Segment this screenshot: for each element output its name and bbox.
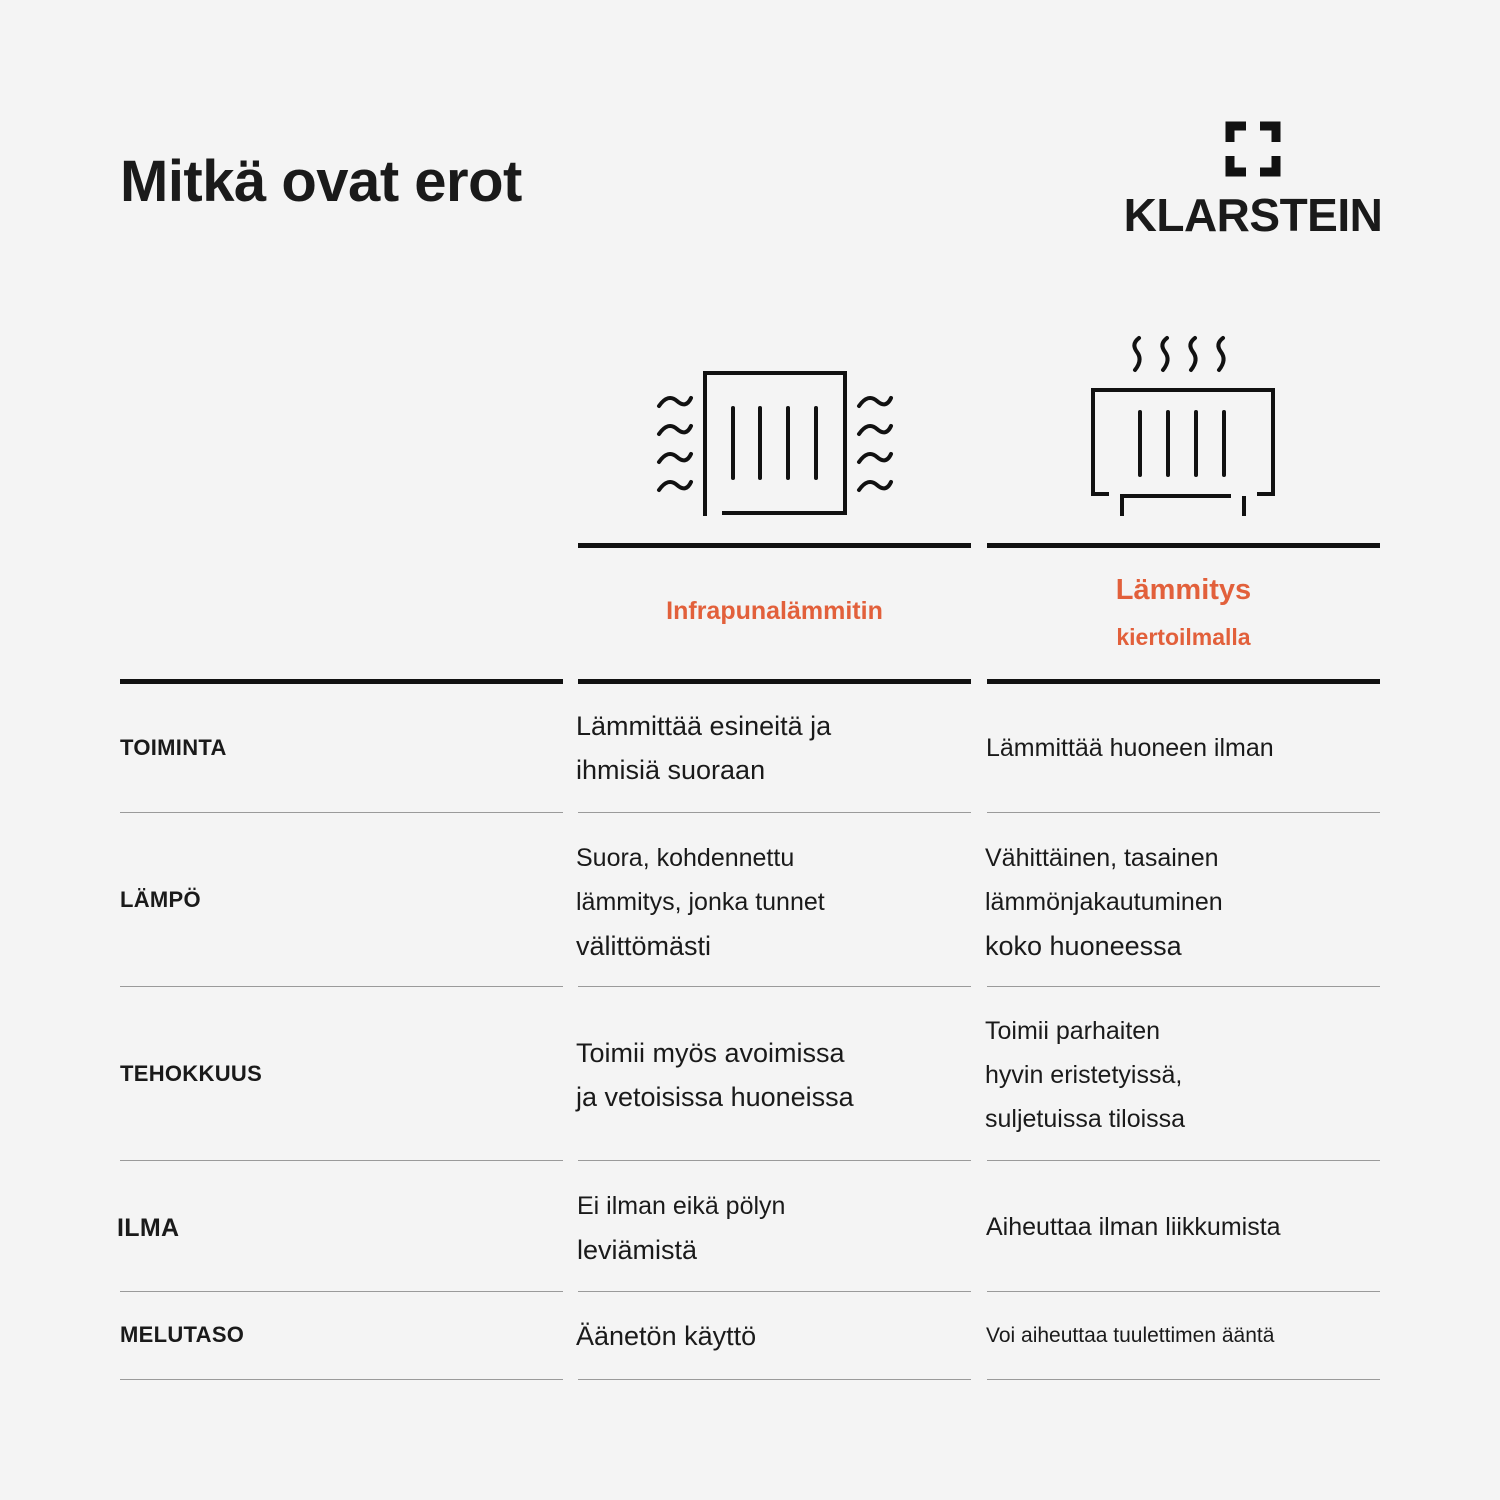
cell-line: välittömästi (576, 931, 712, 961)
cell-line: lämmitys, jonka tunnet (576, 888, 825, 916)
cell-infrared (576, 836, 825, 968)
column-header-infrared: Infrapunalämmitin (666, 597, 883, 625)
column-top-rule (987, 543, 1380, 548)
cell-line: Toimii parhaiten (985, 1017, 1161, 1045)
cell-line: Suora, kohdennettu (576, 844, 795, 872)
row-divider (578, 1291, 971, 1292)
cell-convection (985, 836, 1223, 968)
convection-radiator-heat-icon (1085, 330, 1285, 520)
table-header-rule (987, 679, 1380, 684)
row-divider (578, 986, 971, 987)
row-divider (578, 812, 971, 813)
cell-convection (985, 1009, 1185, 1141)
row-divider (987, 1160, 1380, 1161)
cell-line: lämmönjakautuminen (985, 888, 1223, 916)
table-header-rule (120, 679, 563, 684)
cell-line: Lämmittää esineitä ja (576, 711, 832, 741)
page-title: Mitkä ovat erot (120, 149, 522, 214)
row-divider (120, 986, 563, 987)
cell-line: Ei ilman eikä pölyn (577, 1192, 786, 1220)
cell-infrared (576, 1031, 854, 1119)
row-label: TOIMINTA (120, 735, 227, 760)
cell-line: ihmisiä suoraan (576, 755, 766, 785)
row-divider (987, 812, 1380, 813)
cell-line: koko huoneessa (985, 931, 1182, 961)
column-top-rule (578, 543, 971, 548)
cell-line: suljetuissa tiloissa (985, 1105, 1186, 1133)
infrared-panel-heater-icon (650, 366, 900, 521)
cell-convection (986, 1314, 1274, 1358)
row-divider (987, 1291, 1380, 1292)
brand-logo (1122, 118, 1384, 243)
cell-line: Vähittäinen, tasainen (985, 844, 1219, 872)
row-label: ILMA (117, 1214, 180, 1242)
cell-convection (986, 726, 1274, 770)
row-divider (578, 1160, 971, 1161)
row-label: MELUTASO (120, 1322, 245, 1347)
row-label: LÄMPÖ (120, 887, 201, 912)
cell-line: Äänetön käyttö (576, 1321, 757, 1351)
klarstein-diamond-logo-icon (1222, 118, 1284, 180)
column-header-line: kiertoilmalla (1116, 624, 1251, 650)
cell-infrared (577, 1184, 785, 1272)
cell-line: Toimii myös avoimissa (576, 1038, 845, 1068)
row-divider (120, 1160, 563, 1161)
row-divider (578, 1379, 971, 1380)
cell-line: hyvin eristetyissä, (985, 1061, 1183, 1089)
row-divider (987, 1379, 1380, 1380)
row-label: TEHOKKUUS (120, 1061, 263, 1086)
row-divider (120, 1291, 563, 1292)
table-header-rule (578, 679, 971, 684)
cell-line: leviämistä (577, 1235, 698, 1265)
cell-line: ja vetoisissa huoneissa (576, 1082, 854, 1112)
cell-infrared (576, 704, 831, 792)
brand-name: KLARSTEIN (1123, 189, 1383, 241)
row-divider (120, 1379, 563, 1380)
cell-line: Aiheuttaa ilman liikkumista (986, 1213, 1281, 1241)
cell-infrared (576, 1314, 756, 1358)
cell-convection (986, 1205, 1281, 1249)
cell-line: Voi aiheuttaa tuulettimen ääntä (986, 1324, 1275, 1347)
column-header-line: Lämmitys (1115, 574, 1252, 606)
row-divider (987, 986, 1380, 987)
cell-line: Lämmittää huoneen ilman (986, 734, 1274, 762)
row-divider (120, 812, 563, 813)
